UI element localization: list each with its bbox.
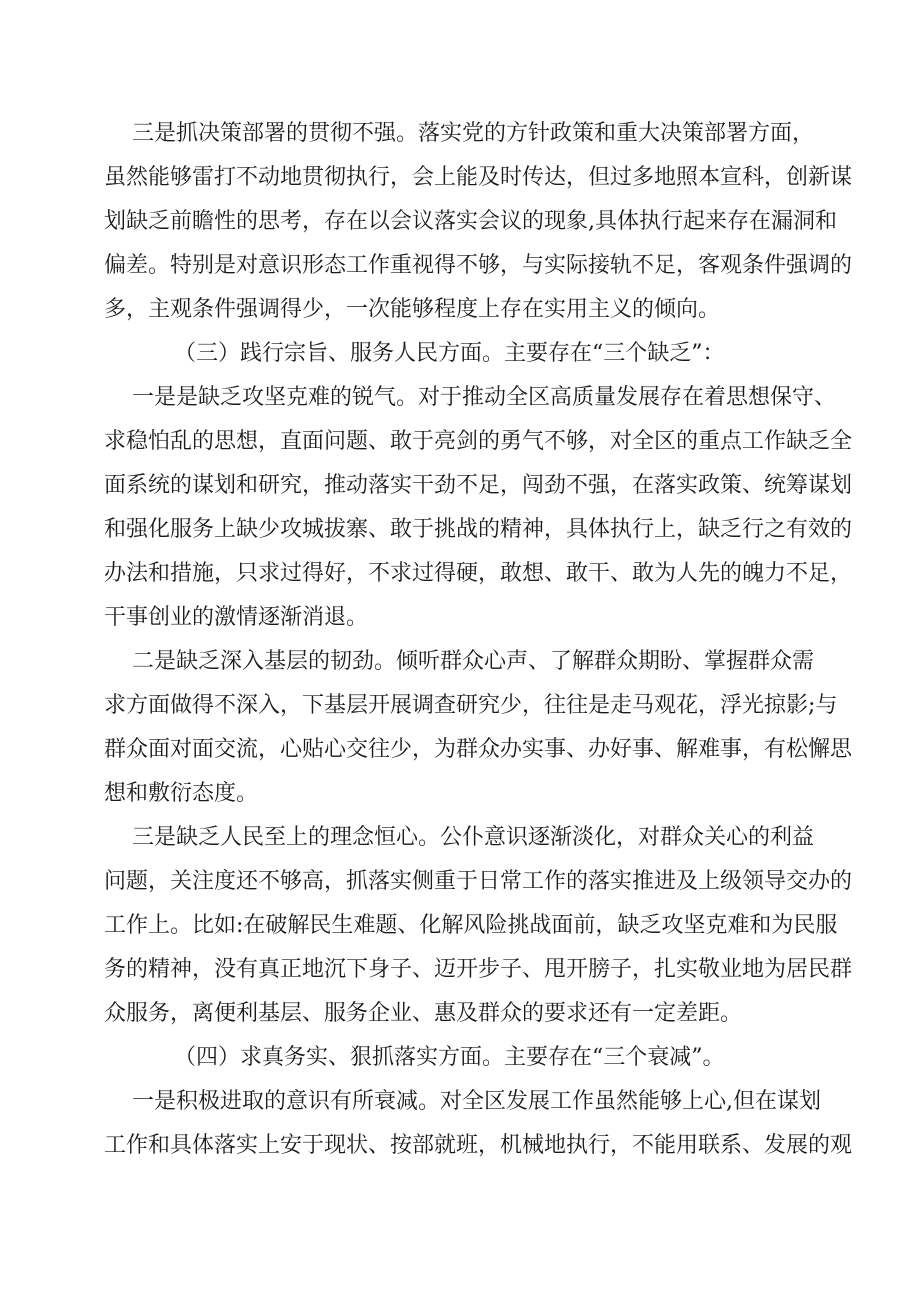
text-line: 求稳怕乱的思想，直面问题、敢于亮剑的勇气不够，对全区的重点工作缺乏全 [104,429,853,454]
text-line: 和强化服务上缺少攻城拔寨、敢于挑战的精神，具体执行上，缺乏行之有效的 [104,517,853,542]
text-line: 虽然能够雷打不动地贯彻执行，会上能及时传达，但过多地照本宣科，创新谋 [104,165,853,190]
text-line: 一是积极进取的意识有所衰减。对全区发展工作虽然能够上心,但在谋划 [132,1089,821,1114]
text-line: 偏差。特别是对意识形态工作重视得不够，与实际接轨不足，客观条件强调的 [104,253,853,278]
text-line: 群众面对面交流，心贴心交往少，为群众办实事、办好事、解难事，有松懈思 [104,737,853,762]
section-heading: （四）求真务实、狠抓落实方面。主要存在“三个衰减”。 [174,1045,725,1070]
section-heading: （三）践行宗旨、服务人民方面。主要存在“三个缺乏”： [174,341,725,366]
text-line: 众服务，离便利基层、服务企业、惠及群众的要求还有一定差距。 [104,1001,743,1026]
text-line: 三是缺乏人民至上的理念恒心。公仆意识逐渐淡化，对群众关心的利益 [132,825,815,850]
text-line: 二是缺乏深入基层的韧劲。倾听群众心声、了解群众期盼、掌握群众需 [132,649,815,674]
text-line: 三是抓决策部署的贯彻不强。落实党的方针政策和重大决策部署方面， [132,121,815,146]
text-line: 求方面做得不深入，下基层开展调查研究少，往往是走马观花，浮光掠影;与 [104,693,838,718]
text-line: 干事创业的激情逐渐消退。 [104,605,369,630]
text-line: 一是是缺乏攻坚克难的锐气。对于推动全区高质量发展存在着思想保守、 [132,385,837,410]
text-line: 面系统的谋划和研究，推动落实干劲不足，闯劲不强，在落实政策、统筹谋划 [104,473,853,498]
text-line: 工作和具体落实上安于现状、按部就班，机械地执行，不能用联系、发展的观 [104,1133,853,1158]
text-line: 工作上。比如:在破解民生难题、化解风险挑战面前，缺乏攻坚克难和为民服 [104,913,838,938]
text-line: 多，主观条件强调得少，一次能够程度上存在实用主义的倾向。 [104,297,721,322]
text-line: 划缺乏前瞻性的思考，存在以会议落实会议的现象,具体执行起来存在漏洞和 [104,209,837,234]
text-line: 办法和措施，只求过得好，不求过得硬，敢想、敢干、敢为人先的魄力不足， [104,561,853,586]
text-line: 问题，关注度还不够高，抓落实侧重于日常工作的落实推进及上级领导交办的 [104,869,853,894]
text-line: 务的精神，没有真正地沉下身子、迈开步子、甩开膀子，扎实敬业地为居民群 [104,957,853,982]
text-line: 想和敷衍态度。 [104,781,259,806]
